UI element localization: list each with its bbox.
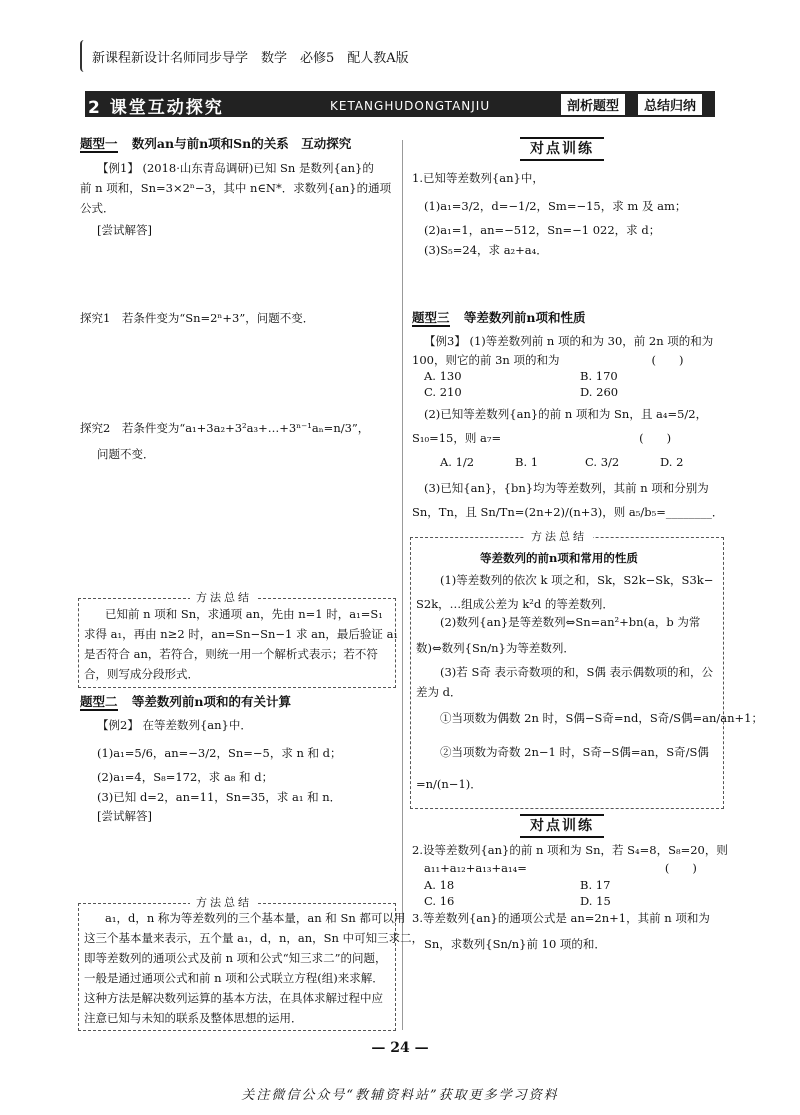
example3-2-option-d: D. 2 (660, 455, 684, 469)
method2-line4: 一般是通过通项公式和前 n 项和公式联立方程(组)来求解． (84, 971, 384, 985)
section-title: 2 课堂互动探究 (88, 98, 224, 118)
method3-line1: (1)等差数列的依次 k 项之和，Sk，S2k−Sk，S3k− (440, 573, 714, 587)
example3-3-line2: Sn，Tn，且 Sn/Tn=(2n+2)/(n+3)，则 a₅/b₅=________． (412, 505, 724, 519)
q1-line1: (1)a₁=3/2，d=−1/2，Sm=−15，求 m 及 am； (424, 199, 687, 213)
example1-line2: 前 n 项和，Sn=3×2ⁿ−3，其中 n∈N*．求数列{an}的通项 (80, 181, 392, 195)
type1-heading (80, 134, 351, 154)
method3-line7: ①当项数为偶数 2n 时，S偶−S奇=nd，S奇/S偶=an/an+1； (440, 711, 763, 725)
type3-title: 等差数列前n项和性质 (463, 310, 586, 325)
q2-line1: 2.设等差数列{an}的前 n 项和为 Sn，若 S₄=8，S₈=20，则 (412, 843, 728, 857)
method-box-3-title: 方法总结 (525, 528, 593, 544)
page-number: — 24 — (371, 1040, 429, 1056)
type3-label: 题型三 (412, 310, 450, 325)
example1-line1: 【例1】 (2018·山东青岛调研)已知 Sn 是数列{an}的 (97, 161, 374, 175)
method2-line3: 即等差数列的通项公式及前 n 项和公式“知三求二”的问题， (84, 951, 387, 965)
example3-option-b: B. 170 (580, 369, 618, 383)
q1-line2: (2)a₁=1，an=−512，Sn=−1 022，求 d； (424, 223, 661, 237)
q3-line2: Sn，求数列{Sn/n}前 10 项的和． (424, 937, 606, 951)
example3-2-option-b: B. 1 (515, 455, 539, 469)
training-title-2: 对点训练 (520, 814, 604, 838)
explore2-line2: 问题不变． (97, 447, 155, 461)
example3-2-line1: (2)已知等差数列{an}的前 n 项和为 Sn，且 a₄=5/2， (424, 407, 708, 421)
method1-line3: 是否符合 an，若符合，则统一用一个解析式表示；若不符 (84, 647, 378, 661)
type1-label: 题型一 (80, 136, 118, 151)
explore2-line1: 探究2 若条件变为“a₁+3a₂+3²a₃+…+3ⁿ⁻¹aₙ=n/3”， (80, 421, 370, 435)
example3-line1: 【例3】 (1)等差数列前 n 项的和为 30，前 2n 项的和为 (424, 334, 714, 348)
method2-line6: 注意已知与未知的联系及整体思想的运用． (84, 1011, 303, 1025)
method3-line9: =n/(n−1)． (416, 777, 482, 791)
method1-line4: 合，则写成分段形式． (84, 667, 199, 681)
q2-option-a: A. 18 (424, 878, 455, 892)
method2-line2: 这三个基本量来表示，五个量 a₁，d，n，an，Sn 中可知三求二， (84, 931, 424, 945)
explore1: 探究1 若条件变为“Sn=2ⁿ+3”，问题不变． (80, 311, 315, 325)
example3-line2: 100，则它的前 3n 项的和为 ( ) (412, 353, 684, 367)
q2-line2: a₁₁+a₁₂+a₁₃+a₁₄= ( ) (424, 861, 697, 875)
section-tag-summary: 总结归纳 (637, 93, 703, 116)
method2-line1: a₁，d，n 称为等差数列的三个基本量，an 和 Sn 都可以用 (105, 911, 406, 925)
footer-note: 关注微信公众号“教辅资料站”获取更多学习资料 (241, 1088, 559, 1103)
section-tag-analysis: 剖析题型 (560, 93, 626, 116)
method3-line4: 数)⇔数列{Sn/n}为等差数列． (416, 641, 575, 655)
training-title-1: 对点训练 (520, 137, 604, 161)
try-answer-label-2: [尝试解答] (97, 809, 152, 823)
type1-title: 数列an与前n项和Sn的关系 互动探究 (131, 136, 352, 151)
example3-option-a: A. 130 (424, 369, 462, 383)
column-divider (402, 140, 403, 1030)
q2-option-b: B. 17 (580, 878, 611, 892)
example3-option-d: D. 260 (580, 385, 619, 399)
example2-line3: (3)已知 d=2，an=11，Sn=35，求 a₁ 和 n． (97, 790, 342, 804)
method3-line8: ②当项数为奇数 2n−1 时，S奇−S偶=an，S奇/S偶 (440, 745, 709, 759)
method2-line5: 这种方法是解决数列运算的基本方法，在具体求解过程中应 (84, 991, 383, 1005)
example3-2-line2: S₁₀=15，则 a₇= ( ) (412, 431, 672, 445)
type2-label: 题型二 (80, 694, 118, 709)
method1-line1: 已知前 n 项和 Sn，求通项 an，先由 n=1 时，a₁=S₁ (105, 607, 383, 621)
method3-line6: 差为 d． (416, 685, 462, 699)
running-header: 新课程新设计名师同步导学 数学 必修5 配人教A版 (92, 51, 409, 66)
example2-line2: (2)a₁=4，S₈=172，求 a₈ 和 d； (97, 770, 274, 784)
q1-line3: (3)S₅=24，求 a₂+a₄． (424, 243, 548, 257)
section-subtitle: KETANGHUDONGTANJIU (330, 99, 491, 113)
example2-line1: (1)a₁=5/6，an=−3/2，Sn=−5，求 n 和 d； (97, 746, 342, 760)
method3-line5: (3)若 S奇 表示奇数项的和，S偶 表示偶数项的和，公 (440, 665, 714, 679)
method1-line2: 求得 a₁，再由 n≥2 时，an=Sn−Sn−1 求 an，最后验证 a₁ (84, 627, 399, 641)
method3-line2: S2k，…组成公差为 k²d 的等差数列． (416, 597, 614, 611)
type2-title: 等差数列前n项和的有关计算 (131, 694, 291, 709)
method3-line3: (2)数列{an}是等差数列⇔Sn=an²+bn(a，b 为常 (440, 615, 701, 629)
try-answer-label: [尝试解答] (97, 223, 152, 237)
method-box-1-title: 方法总结 (190, 589, 258, 605)
type2-heading (80, 692, 291, 712)
q2-option-d: D. 15 (580, 894, 611, 908)
method-box-2-title: 方法总结 (190, 894, 258, 910)
q1-line0: 1.已知等差数列{an}中， (412, 171, 544, 185)
example2-line0: 【例2】 在等差数列{an}中． (97, 718, 252, 732)
type3-heading (412, 308, 585, 328)
q2-option-c: C. 16 (424, 894, 455, 908)
example1-line3: 公式． (80, 201, 115, 215)
method3-heading: 等差数列的前n项和常用的性质 (480, 551, 638, 565)
q3-line1: 3.等差数列{an}的通项公式是 an=2n+1，其前 n 项和为 (412, 911, 710, 925)
example3-2-option-a: A. 1/2 (440, 455, 475, 469)
example3-2-option-c: C. 3/2 (585, 455, 620, 469)
example3-3-line1: (3)已知{an}，{bn}均为等差数列，其前 n 项和分别为 (424, 481, 709, 495)
header-bracket (80, 40, 84, 72)
example3-option-c: C. 210 (424, 385, 462, 399)
